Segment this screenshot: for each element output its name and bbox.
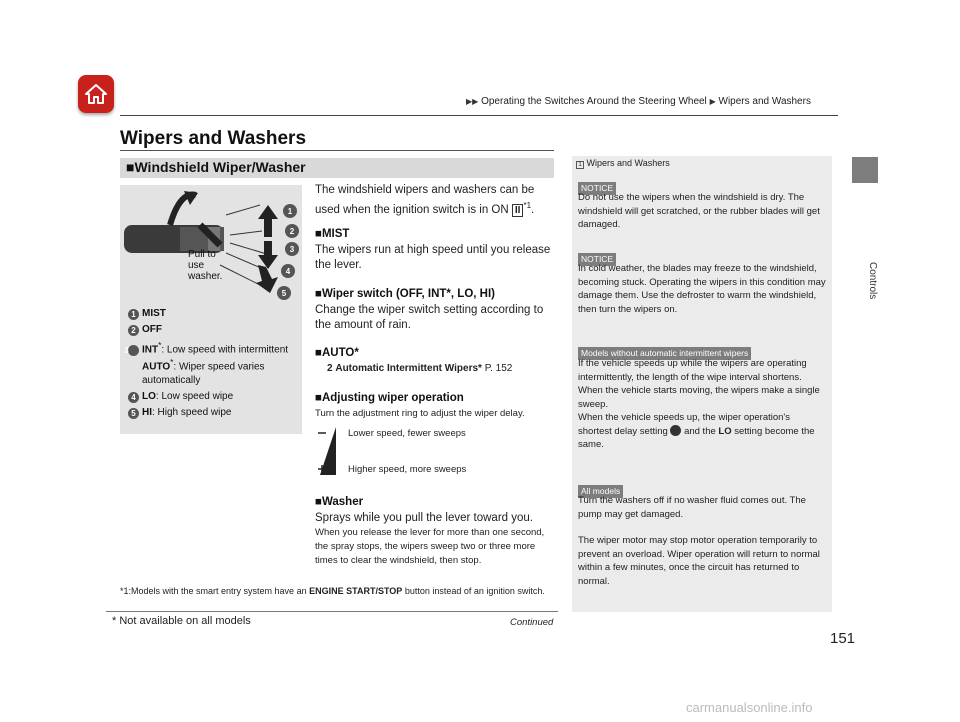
wiper-setting-icon (670, 425, 681, 436)
reference-arrow-icon: 2 (327, 363, 333, 374)
legend-item (124, 339, 298, 356)
legend-label: : Low speed wipe (155, 390, 234, 402)
legend-label-bold: HI (142, 406, 152, 418)
adjust-ring-scale-icon (316, 423, 342, 477)
legend-number: 2 (128, 325, 139, 336)
legend-label-bold: AUTO (142, 361, 171, 373)
model-note-c (578, 411, 826, 452)
footnote-text-a: *1:Models with the smart entry system have an (120, 586, 307, 596)
footnote-text-b: button instead of an ignition switch. (404, 586, 545, 596)
breadcrumb (466, 96, 811, 107)
legend-item (128, 406, 298, 419)
all-models-note-a: Turn the washers off if no washer fluid comes out. The pump may get damaged. (578, 495, 806, 520)
pull-to-wash-label: Pull to use washer. (188, 249, 223, 282)
side-tab-label[interactable]: Controls (867, 262, 878, 300)
adjust-heading: ■Adjusting wiper operation (315, 392, 464, 404)
model-note-c-c: setting become the same. (578, 425, 815, 450)
home-button[interactable] (78, 75, 114, 113)
section-title (126, 159, 306, 175)
higher-speed-label: Higher speed, more sweeps (348, 464, 467, 475)
mist-body: The wipers run at high speed until you release the lever. (315, 244, 551, 271)
washer-body: Sprays while you pull the lever toward you. (315, 512, 533, 524)
adjust-heading-text: Adjusting wiper operation (321, 392, 464, 404)
auto-ref-page: P. 152 (484, 363, 513, 374)
breadcrumb-current: Wipers and Washers (718, 96, 811, 107)
notice-1-text: Do not use the wipers when the windshield is dry. The windshield will get scratched, or the rubber blades will get damaged. (578, 192, 820, 230)
intro-text: The windshield wipers and washers can be used when the ignition switch is in ON II $^{*1}$. (315, 183, 555, 218)
svg-text:4: 4 (285, 267, 291, 276)
auto-heading: ■AUTO* (315, 347, 359, 359)
auto-ref-link[interactable]: Automatic Intermittent Wipers* (335, 363, 482, 374)
model-note-text (578, 357, 826, 452)
figure-legend (124, 307, 298, 419)
page-title: Wipers and Washers (120, 128, 307, 149)
side-notes-panel (572, 156, 832, 612)
legend-item (128, 390, 298, 403)
availability-note: * Not available on all models (112, 615, 251, 627)
notice-2-text: In cold weather, the blades may freeze to the windshield, becoming stuck. Operating the wipers in this condition may damage them. Use the defroster to warm the windshield, then turn the wipers on. (578, 263, 826, 315)
legend-label: MIST (142, 308, 166, 319)
adjust-body: Turn the adjustment ring to adjust the wiper delay. (315, 408, 525, 419)
side-notes-heading-text: Wipers and Washers (586, 158, 670, 168)
model-badge-text: Models without automatic intermittent wipers (578, 347, 751, 360)
wiper-lever-illustration (120, 185, 302, 305)
intro-line-2: used when the ignition switch is in ON (315, 203, 509, 216)
mist-heading: ■MIST (315, 228, 350, 240)
legend-number: 3 (128, 345, 139, 356)
svg-text:2: 2 (289, 227, 295, 236)
breadcrumb-arrow-icon: ▶ (709, 97, 716, 106)
legend-number: 5 (128, 408, 139, 419)
legend-label-bold: INT (142, 344, 159, 356)
legend-label: : High speed wipe (152, 406, 232, 418)
page-number: 151 (830, 630, 856, 647)
svg-text:3: 3 (289, 245, 295, 254)
side-tab-marker (852, 157, 878, 183)
switch-heading-text: Wiper switch (OFF, INT*, LO, HI) (321, 288, 495, 300)
footer-divider (106, 611, 558, 612)
svg-text:1: 1 (287, 207, 293, 216)
side-notes-heading (576, 157, 670, 171)
legend-sup: * (170, 357, 174, 368)
legend-label: OFF (142, 324, 162, 335)
model-note-c-lo: LO (718, 425, 732, 437)
legend-sup: * (158, 340, 162, 350)
breadcrumb-arrow-icon: ▶▶ (466, 97, 479, 106)
intro-line-1: The windshield wipers and washers can be (315, 184, 535, 196)
legend-item (128, 356, 298, 386)
legend-item (128, 323, 298, 336)
notice-badge-text: NOTICE (578, 182, 616, 195)
note-marker-icon: 1 (576, 161, 584, 169)
switch-body: Change the wiper switch setting according to the amount of rain. (315, 304, 544, 331)
section-title-text: Windshield Wiper/Washer (134, 159, 306, 175)
home-icon (84, 83, 108, 105)
legend-label: : Wiper speed varies automatically (142, 361, 265, 386)
title-divider (120, 150, 554, 151)
legend-item (128, 307, 298, 320)
auto-heading-text: AUTO* (321, 347, 359, 359)
model-note-c-a: When the vehicle speeds up, the wiper operation's shortest delay setting (578, 412, 790, 437)
legend-label-bold: LO (142, 390, 156, 402)
continued-label: Continued (510, 617, 554, 628)
header-divider (120, 115, 838, 116)
ignition-mode-badge: II (512, 204, 524, 217)
legend-number: 4 (128, 392, 139, 403)
model-note-a: If the vehicle speeds up while the wipers are operating intermittently, the length of the wipe interval shortens. (578, 358, 807, 383)
switch-heading: ■Wiper switch (OFF, INT*, LO, HI) (315, 288, 495, 300)
footnote-bold: ENGINE START/STOP (309, 586, 403, 596)
legend-label: : Low speed with intermittent (161, 344, 289, 356)
all-models-text (578, 494, 826, 588)
auto-cross-ref[interactable] (327, 363, 512, 374)
washer-heading-text: Washer (321, 496, 364, 508)
footnote-ref: *1 (523, 201, 532, 210)
breadcrumb-link-parent[interactable]: Operating the Switches Around the Steering Wheel (481, 96, 707, 107)
lower-speed-label: Lower speed, fewer sweeps (348, 428, 466, 439)
notice-badge-text: NOTICE (578, 253, 616, 266)
watermark: carmanualsonline.info (686, 700, 813, 715)
all-models-note-b: The wiper motor may stop motor operation temporarily to prevent an overload. Wiper operation will return to normal within a few minutes, once the circuit has returned to normal. (578, 535, 820, 587)
washer-detail: When you release the lever for more than one second, the spray stops, the wipers sweep two or three more times to clear the windshield, then stop. (315, 527, 545, 566)
svg-text:5: 5 (281, 289, 287, 298)
model-note-b: When the vehicle starts moving, the wipers make a single sweep. (578, 385, 820, 410)
section-marker: ■ (126, 159, 135, 175)
footnote (120, 586, 560, 597)
legend-number: 1 (128, 309, 139, 320)
wiper-lever-figure (120, 185, 302, 434)
washer-heading: ■Washer (315, 496, 364, 508)
model-note-c-b: and the (684, 425, 716, 437)
model-badge-text: All models (578, 485, 623, 498)
mist-heading-text: MIST (321, 228, 350, 240)
